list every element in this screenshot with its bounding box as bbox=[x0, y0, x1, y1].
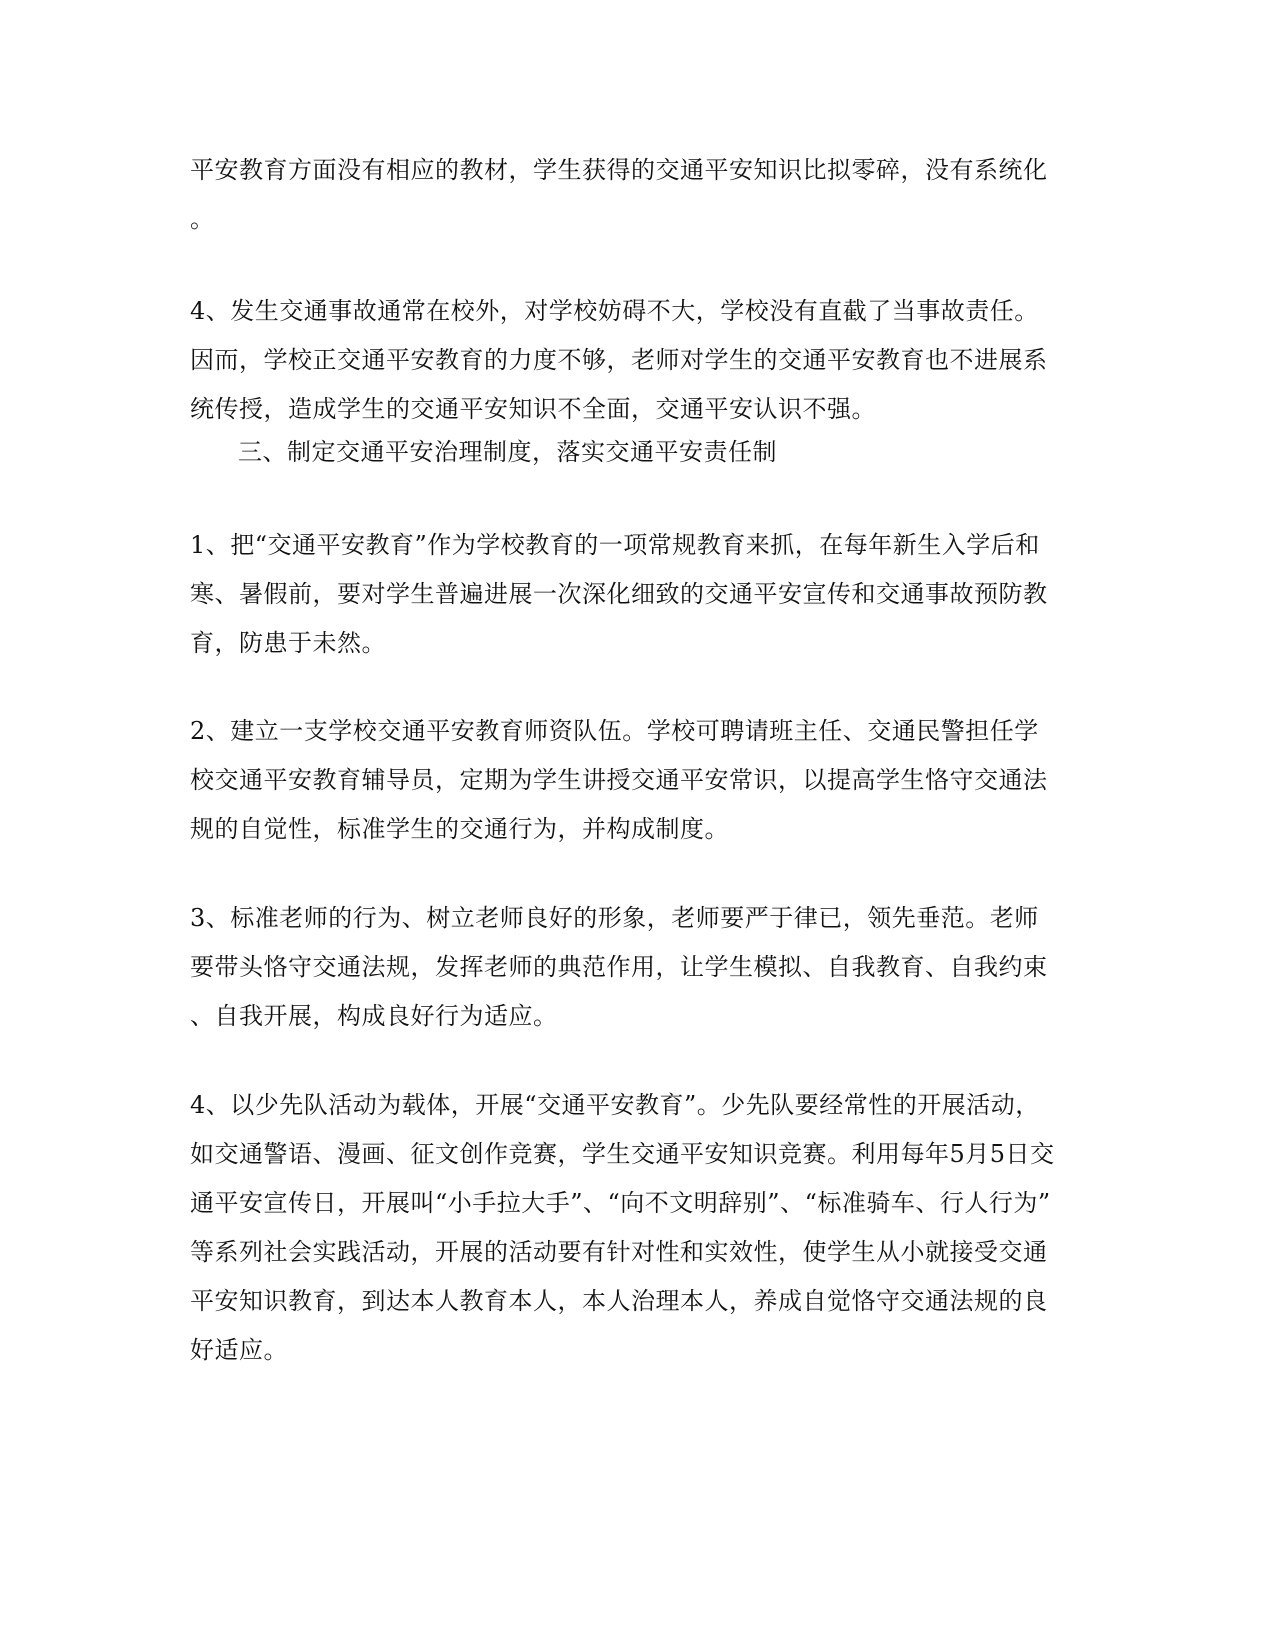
text-line: 如交通警语、漫画、征文创作竞赛，学生交通平安知识竞赛。利用每年5月5日交 bbox=[190, 1140, 1055, 1168]
text-line: 1、把“交通平安教育”作为学校教育的一项常规教育来抓，在每年新生入学后和 bbox=[190, 531, 1040, 559]
text-line: 平安教育方面没有相应的教材，学生获得的交通平安知识比拟零碎，没有系统化 bbox=[190, 156, 1048, 184]
paragraph-item-3 bbox=[190, 894, 1080, 1041]
section-heading-text: 三、制定交通平安治理制度，落实交通平安责任制 bbox=[238, 438, 777, 466]
text-line: 4、以少先队活动为载体，开展“交通平安教育”。少先队要经常性的开展活动， bbox=[190, 1091, 1040, 1119]
paragraph-item-1 bbox=[190, 521, 1080, 668]
paragraph-item-4-accident bbox=[190, 287, 1080, 434]
paragraph-intro bbox=[190, 146, 1080, 244]
text-line: 4、发生交通事故通常在校外，对学校妨碍不大，学校没有直截了当事故责任。 bbox=[190, 297, 1039, 325]
text-line: 等系列社会实践活动，开展的活动要有针对性和实效性，使学生从小就接受交通 bbox=[190, 1238, 1048, 1266]
text-line: 校交通平安教育辅导员，定期为学生讲授交通平安常识，以提高学生恪守交通法 bbox=[190, 766, 1048, 794]
text-line: 。 bbox=[190, 205, 215, 233]
text-line: 3、标准老师的行为、树立老师良好的形象，老师要严于律已，领先垂范。老师 bbox=[190, 904, 1039, 932]
text-line: 规的自觉性，标准学生的交通行为，并构成制度。 bbox=[190, 815, 729, 843]
text-line: 要带头恪守交通法规，发挥老师的典范作用，让学生模拟、自我教育、自我约束 bbox=[190, 953, 1048, 981]
text-line: 因而，学校正交通平安教育的力度不够，老师对学生的交通平安教育也不进展系 bbox=[190, 346, 1048, 374]
text-line: 2、建立一支学校交通平安教育师资队伍。学校可聘请班主任、交通民警担任学 bbox=[190, 717, 1039, 745]
text-line: 通平安宣传日，开展叫“小手拉大手”、“向不文明辞别”、“标准骑车、行人行为” bbox=[190, 1189, 1051, 1217]
text-line: 寒、暑假前，要对学生普遍进展一次深化细致的交通平安宣传和交通事故预防教 bbox=[190, 580, 1048, 608]
text-line: 平安知识教育，到达本人教育本人，本人治理本人，养成自觉恪守交通法规的良 bbox=[190, 1287, 1048, 1315]
paragraph-item-2 bbox=[190, 707, 1080, 854]
text-line: 好适应。 bbox=[190, 1336, 288, 1364]
text-line: 育，防患于未然。 bbox=[190, 629, 386, 657]
paragraph-item-4-activities bbox=[190, 1081, 1080, 1375]
text-line: 、自我开展，构成良好行为适应。 bbox=[190, 1002, 558, 1030]
text-line: 统传授，造成学生的交通平安知识不全面，交通平安认识不强。 bbox=[190, 395, 876, 423]
section-heading-3 bbox=[190, 428, 1080, 477]
